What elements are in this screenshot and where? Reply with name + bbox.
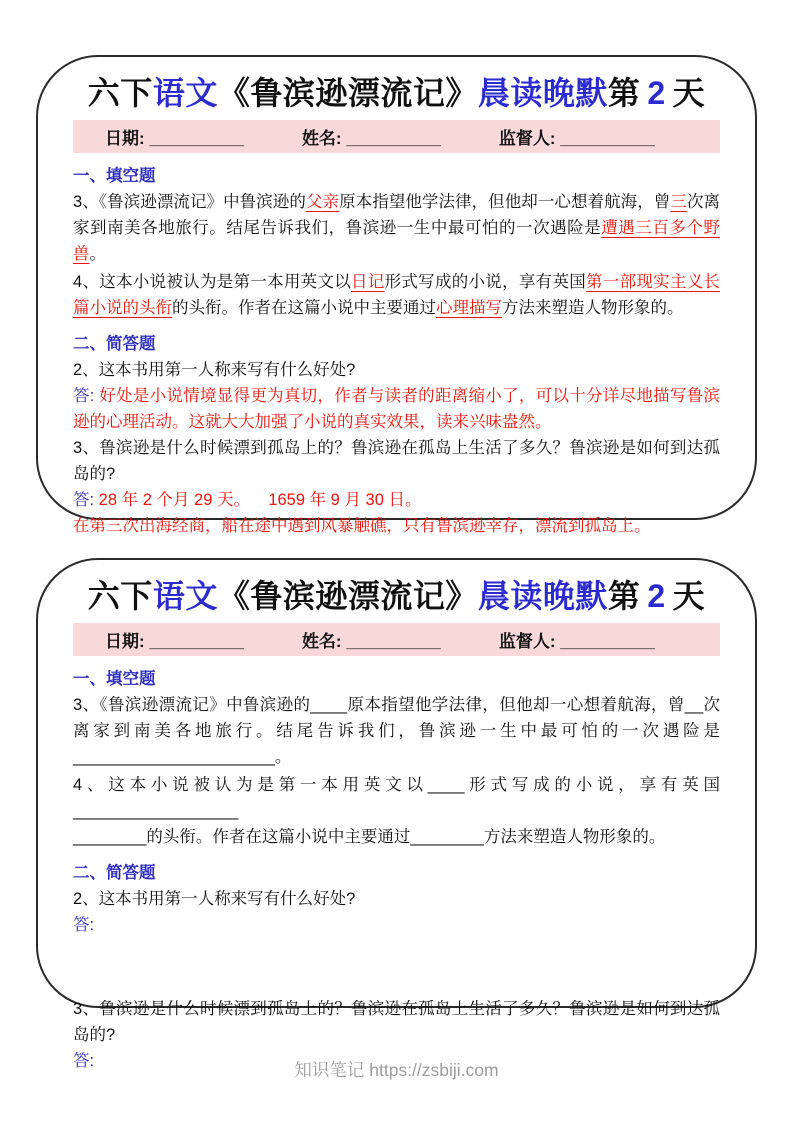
title-day-number: 2 — [647, 578, 666, 614]
q4-text: 4、这本小说被认为是第一本用英文以 — [73, 776, 428, 794]
worksheet-panel-answered — [36, 55, 757, 535]
site-watermark: 知识笔记 https://zsbiji.com — [294, 1060, 499, 1080]
answer-3-line-2 — [73, 513, 720, 539]
supervisor-blank-line: __________ — [560, 632, 655, 651]
q3-answer-2: 三 — [670, 193, 687, 211]
worksheet-title — [73, 73, 720, 113]
meta-bar — [73, 623, 720, 656]
title-book: 《鲁滨逊漂流记》 — [217, 578, 478, 614]
answer-writing-space — [73, 938, 720, 996]
answer-3-line-1 — [73, 487, 720, 513]
name-field — [302, 124, 441, 149]
title-grade: 六下 — [87, 75, 153, 111]
supervisor-blank-line: __________ — [560, 129, 655, 148]
q3-text: 。 — [89, 245, 106, 263]
title-day-suffix: 天 — [672, 578, 706, 614]
q4-blank-4: ________ — [410, 828, 484, 846]
supervisor-label: 监督人: — [498, 632, 561, 651]
title-day-number: 2 — [647, 75, 666, 111]
q3-blank-1: ____ — [310, 696, 348, 714]
date-field — [105, 124, 244, 149]
title-day-prefix: 第 — [607, 75, 641, 111]
answer-label: 答: — [73, 916, 99, 934]
answer-2 — [73, 383, 720, 435]
answer-label: 答: — [73, 491, 99, 509]
section-fill-in-heading: 一、填空题 — [73, 167, 156, 185]
question-3-short: 3、鲁滨逊是什么时候漂到孤岛上的？鲁滨逊在孤岛上生活了多久？鲁滨逊是如何到达孤岛的? — [73, 439, 720, 483]
title-activity: 晨读晚默 — [477, 578, 608, 614]
supervisor-field — [499, 627, 655, 652]
answer-label: 答: — [73, 387, 100, 405]
q4-answer-1: 日记 — [351, 273, 385, 291]
q4-text: 方法来塑造人物形象的。 — [483, 828, 666, 846]
title-book: 《鲁滨逊漂流记》 — [217, 75, 478, 111]
q3-text: 3、《鲁滨逊漂流记》中鲁滨逊的 — [73, 696, 311, 714]
q3-answer-1: 父亲 — [305, 193, 340, 211]
q4-answer-3: 心理描写 — [436, 299, 502, 317]
section-short-answer-heading: 二、简答题 — [73, 335, 156, 353]
answer-3-explanation: 在第三次出海经商，船在途中遇到风暴触礁，只有鲁滨逊幸存，漂流到孤岛上。 — [73, 517, 651, 535]
worksheet-title — [73, 576, 720, 616]
date-label: 日期: — [105, 129, 150, 148]
q3-text: 3、《鲁滨逊漂流记》中鲁滨逊的 — [73, 193, 306, 211]
supervisor-field — [499, 124, 655, 149]
date-blank-line: __________ — [149, 129, 244, 148]
date-blank-line: __________ — [149, 632, 244, 651]
name-field — [302, 627, 441, 652]
q4-answer-2: 第一部现实主义长篇小说的头衔 — [73, 273, 721, 317]
date-field — [105, 627, 244, 652]
q3-text: 原本指望他学法律，但他却一心想着航海，曾 — [339, 193, 671, 211]
q4-blank-1: ____ — [427, 776, 465, 794]
title-subject: 语文 — [152, 578, 218, 614]
answer-2-blank-area — [73, 912, 720, 938]
question-3-fill-answered — [73, 189, 720, 267]
q4-text: 的头衔。作者在这篇小说中主要通过 — [172, 299, 436, 317]
q3-text: 原本指望他学法律，但他却一心想着航海，曾 — [347, 696, 685, 714]
title-day-suffix: 天 — [672, 75, 706, 111]
q3-text: 次离家到南美各地旅行。结尾告诉我们，鲁滨逊一生中最可怕的一次遇险是 — [73, 696, 721, 740]
title-day-prefix: 第 — [607, 578, 641, 614]
name-blank-line: __________ — [346, 632, 441, 651]
answer-3-dates: 28 年 2 个月 29 天。 1659 年 9 月 30 日。 — [98, 491, 422, 509]
q3-blank-2: __ — [684, 696, 704, 714]
section-fill-in-heading: 一、填空题 — [73, 670, 156, 688]
title-activity: 晨读晚默 — [477, 75, 608, 111]
q4-text: 4、这本小说被认为是第一本用英文以 — [73, 273, 352, 291]
question-2-short: 2、这本书用第一人称来写有什么好处? — [73, 361, 356, 379]
q4-blank-3: ________ — [73, 828, 147, 846]
name-blank-line: __________ — [346, 129, 441, 148]
q4-text: 形式写成的小说，享有英国 — [384, 273, 587, 291]
q3-answer-3: 遭遇三百多个野兽 — [73, 219, 721, 263]
q3-text: 。 — [274, 748, 292, 766]
title-subject: 语文 — [152, 75, 218, 111]
question-4-fill-blank — [73, 772, 720, 850]
q4-text: 形式写成的小说，享有英国 — [464, 776, 720, 794]
q3-text: 次离家到南美各地旅行。结尾告诉我们，鲁滨逊一生中最可怕的一次遇险是 — [73, 193, 721, 237]
name-label: 姓名: — [301, 129, 347, 148]
meta-bar — [73, 120, 720, 153]
q3-blank-3: ______________________ — [73, 748, 275, 766]
title-grade: 六下 — [87, 578, 153, 614]
question-3-fill-blank — [73, 692, 720, 770]
question-2-short: 2、这本书用第一人称来写有什么好处? — [73, 890, 356, 908]
question-3-short: 3、鲁滨逊是什么时候漂到孤岛上的？鲁滨逊在孤岛上生活了多久？鲁滨逊是如何到达孤岛的? — [73, 1000, 720, 1044]
section-short-answer-heading: 二、简答题 — [73, 864, 156, 882]
question-4-fill-answered — [73, 269, 720, 321]
supervisor-label: 监督人: — [498, 129, 561, 148]
answer-label: 答: — [73, 1052, 99, 1070]
q4-blank-2: __________________ — [73, 802, 239, 820]
answer-2-text: 好处是小说情境显得更为真切，作者与读者的距离缩小了，可以十分详尽地描写鲁滨逊的心理活动。这就大大加强了小说的真实效果，读来兴味盎然。 — [73, 387, 721, 431]
q4-text: 的头衔。作者在这篇小说中主要通过 — [146, 828, 411, 846]
name-label: 姓名: — [301, 632, 347, 651]
q4-text: 方法来塑造人物形象的。 — [502, 299, 684, 317]
date-label: 日期: — [105, 632, 150, 651]
